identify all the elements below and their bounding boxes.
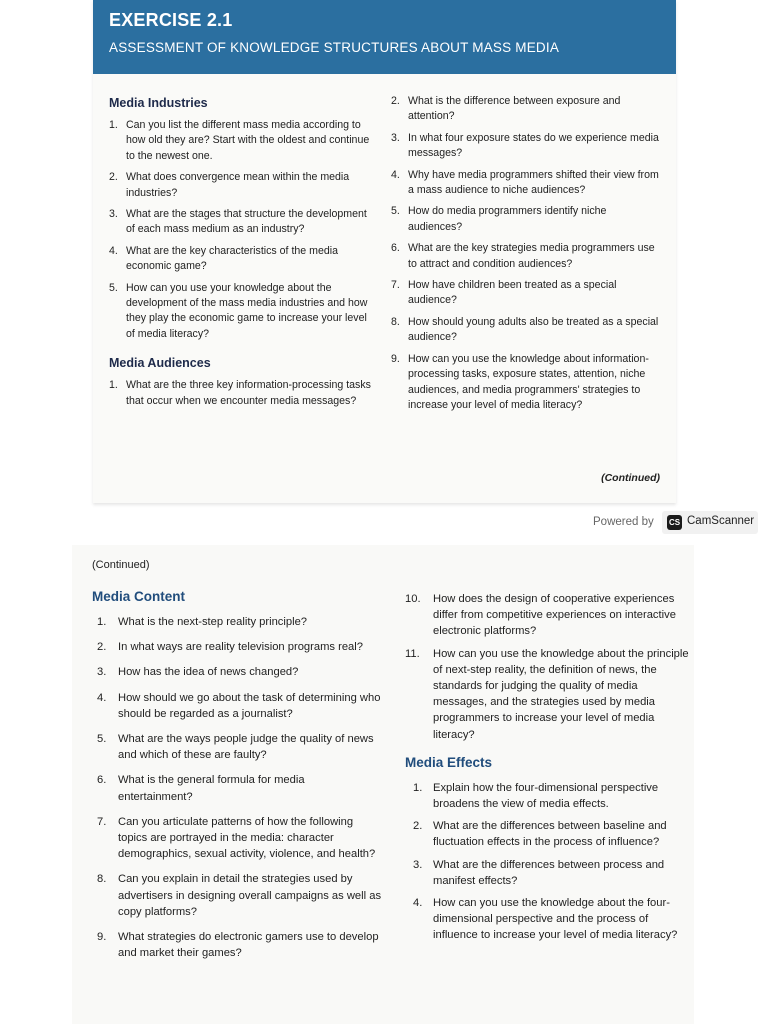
question-item — [92, 871, 382, 920]
question-text: What does convergence mean within the media industries? — [126, 171, 350, 199]
question-text: How can you use your knowledge about the development of the mass media industries and how they play the economic game to increase your level of media literacy? — [126, 281, 368, 340]
camscanner-badge — [662, 511, 758, 534]
question-item — [391, 204, 661, 235]
question-text: How do media programmers identify niche audiences? — [408, 205, 607, 233]
question-text: How has the idea of news changed? — [118, 666, 299, 679]
question-number: 2. — [109, 171, 118, 184]
question-number: 5. — [97, 733, 107, 746]
question-text: How does the design of cooperative experiences differ from competitive experiences on interactive electronic platforms? — [433, 593, 676, 638]
question-item — [92, 614, 382, 630]
question-item — [405, 818, 690, 850]
question-text: What strategies do electronic gamers use to develop and market their games? — [118, 931, 379, 960]
question-number: 7. — [391, 279, 400, 292]
question-text: In what ways are reality television programs real? — [118, 641, 363, 654]
question-text: What are the differences between baseline and fluctuation effects in the process of influence? — [433, 820, 667, 849]
question-number: 11. — [405, 647, 420, 660]
question-number: 3. — [413, 858, 423, 871]
question-item — [391, 131, 661, 162]
question-text: In what four exposure states do we experience media messages? — [408, 131, 659, 160]
question-text: What is the general formula for media entertainment? — [118, 774, 305, 803]
question-number: 1. — [413, 781, 423, 794]
question-text: What are the key strategies media programmers use to attract and condition audiences? — [408, 242, 655, 270]
question-text: Why have media programmers shifted their view from a mass audience to niche audiences? — [408, 168, 659, 197]
media-audiences-questions-left — [109, 378, 377, 409]
question-item — [109, 118, 377, 164]
question-text: Can you explain in detail the strategies used by advertisers in designing overall campaigns as well as copy platforms? — [118, 873, 382, 918]
question-item — [109, 281, 377, 343]
question-item — [391, 315, 661, 346]
section-heading-media-content: Media Content — [92, 589, 185, 604]
question-item — [391, 352, 661, 414]
question-item — [109, 244, 377, 275]
question-number: 8. — [97, 873, 107, 886]
question-item — [405, 780, 690, 812]
question-text: Can you list the different mass media according to how old they are? Start with the oldest and continue to the newest one. — [126, 119, 370, 162]
question-number: 9. — [97, 931, 107, 944]
question-text: What are the ways people judge the quality of news and which of these are faulty? — [118, 733, 374, 762]
question-number: 8. — [391, 315, 400, 328]
media-content-questions-right — [405, 591, 690, 743]
question-text: How can you use the knowledge about the four-dimensional perspective and the process of influence to increase your level of media literacy? — [433, 897, 678, 942]
media-content-questions-left — [92, 614, 382, 961]
question-item — [109, 378, 377, 409]
question-text: What are the stages that structure the development of each mass medium as an industry? — [126, 208, 367, 236]
question-text: How should young adults also be treated as a special audience? — [408, 315, 659, 344]
question-number: 6. — [391, 242, 400, 255]
question-number: 9. — [391, 352, 400, 365]
question-item — [92, 664, 382, 680]
question-item — [92, 772, 382, 804]
question-number: 3. — [109, 208, 118, 221]
question-item — [391, 94, 661, 125]
question-text: How can you use the knowledge about information-processing tasks, exposure states, attention, niche audiences, and media programmers' strategies to increase your level of media literacy? — [408, 352, 649, 411]
question-item — [405, 591, 690, 640]
question-text: What is the next-step reality principle? — [118, 616, 308, 628]
exercise-number: EXERCISE 2.1 — [109, 10, 233, 30]
media-industries-questions — [109, 118, 377, 342]
question-number: 4. — [109, 244, 118, 257]
question-item — [405, 857, 690, 889]
question-number: 4. — [391, 168, 400, 181]
question-number: 3. — [97, 666, 107, 679]
question-item — [405, 895, 690, 944]
left-column — [92, 589, 382, 970]
question-text: What are the three key information-processing tasks that occur when we encounter media messages? — [126, 379, 371, 407]
question-item — [405, 646, 690, 743]
question-number: 7. — [97, 815, 107, 828]
question-number: 6. — [97, 774, 107, 787]
right-column — [391, 94, 661, 419]
question-text: What are the differences between process and manifest effects? — [433, 858, 665, 887]
question-number: 4. — [413, 897, 423, 910]
question-text: What is the difference between exposure and attention? — [408, 95, 621, 123]
question-item — [391, 168, 661, 199]
question-number: 2. — [413, 820, 423, 833]
question-number: 5. — [109, 281, 118, 294]
question-number: 4. — [97, 691, 107, 704]
question-number: 1. — [109, 379, 118, 392]
camscanner-logo-icon: CS — [667, 515, 682, 530]
question-number: 1. — [109, 119, 118, 131]
question-item — [391, 278, 661, 309]
exercise-page-top — [93, 0, 676, 503]
question-text: Can you articulate patterns of how the following topics are portrayed in the media: character demographics, sexual activity, violence, and health? — [118, 815, 376, 861]
section-heading-media-industries: Media Industries — [109, 96, 208, 110]
camscanner-brand-name: CamScanner — [687, 515, 755, 527]
question-text: How should we go about the task of determining who should be regarded as a journalist? — [118, 691, 381, 720]
question-text: How can you use the knowledge about the principle of next-step reality, the definition of news, the standards for judging the quality of media messages, and the strategies used by media programmers to increase your level of media literacy? — [433, 647, 689, 741]
continued-note: (Continued) — [92, 559, 150, 571]
left-column — [109, 96, 377, 415]
question-item — [391, 241, 661, 272]
question-number: 2. — [97, 641, 107, 654]
right-column — [405, 591, 690, 950]
question-item — [92, 814, 382, 863]
section-heading-media-audiences: Media Audiences — [109, 356, 211, 371]
media-audiences-questions-right — [391, 94, 661, 413]
exercise-banner — [93, 0, 676, 74]
exercise-page-bottom — [72, 545, 694, 1024]
question-item — [109, 207, 377, 238]
question-text: How have children been treated as a special audience? — [408, 279, 617, 307]
continued-note: (Continued) — [601, 472, 660, 484]
exercise-title: ASSESSMENT OF KNOWLEDGE STRUCTURES ABOUT MASS MEDIA — [109, 40, 560, 55]
question-item — [92, 929, 382, 961]
powered-by-label: Powered by — [593, 516, 654, 528]
media-effects-questions — [405, 780, 690, 944]
question-number: 2. — [391, 95, 400, 107]
question-item — [92, 639, 382, 655]
section-heading-media-effects: Media Effects — [405, 754, 493, 770]
question-item — [92, 690, 382, 722]
question-text: Explain how the four-dimensional perspective broadens the view of media effects. — [433, 781, 659, 811]
question-number: 3. — [391, 131, 400, 144]
question-number: 5. — [391, 205, 400, 218]
question-item — [109, 170, 377, 201]
question-text: What are the key characteristics of the media economic game? — [126, 244, 338, 273]
question-number: 10. — [405, 593, 421, 605]
question-item — [92, 731, 382, 763]
question-number: 1. — [97, 616, 107, 628]
